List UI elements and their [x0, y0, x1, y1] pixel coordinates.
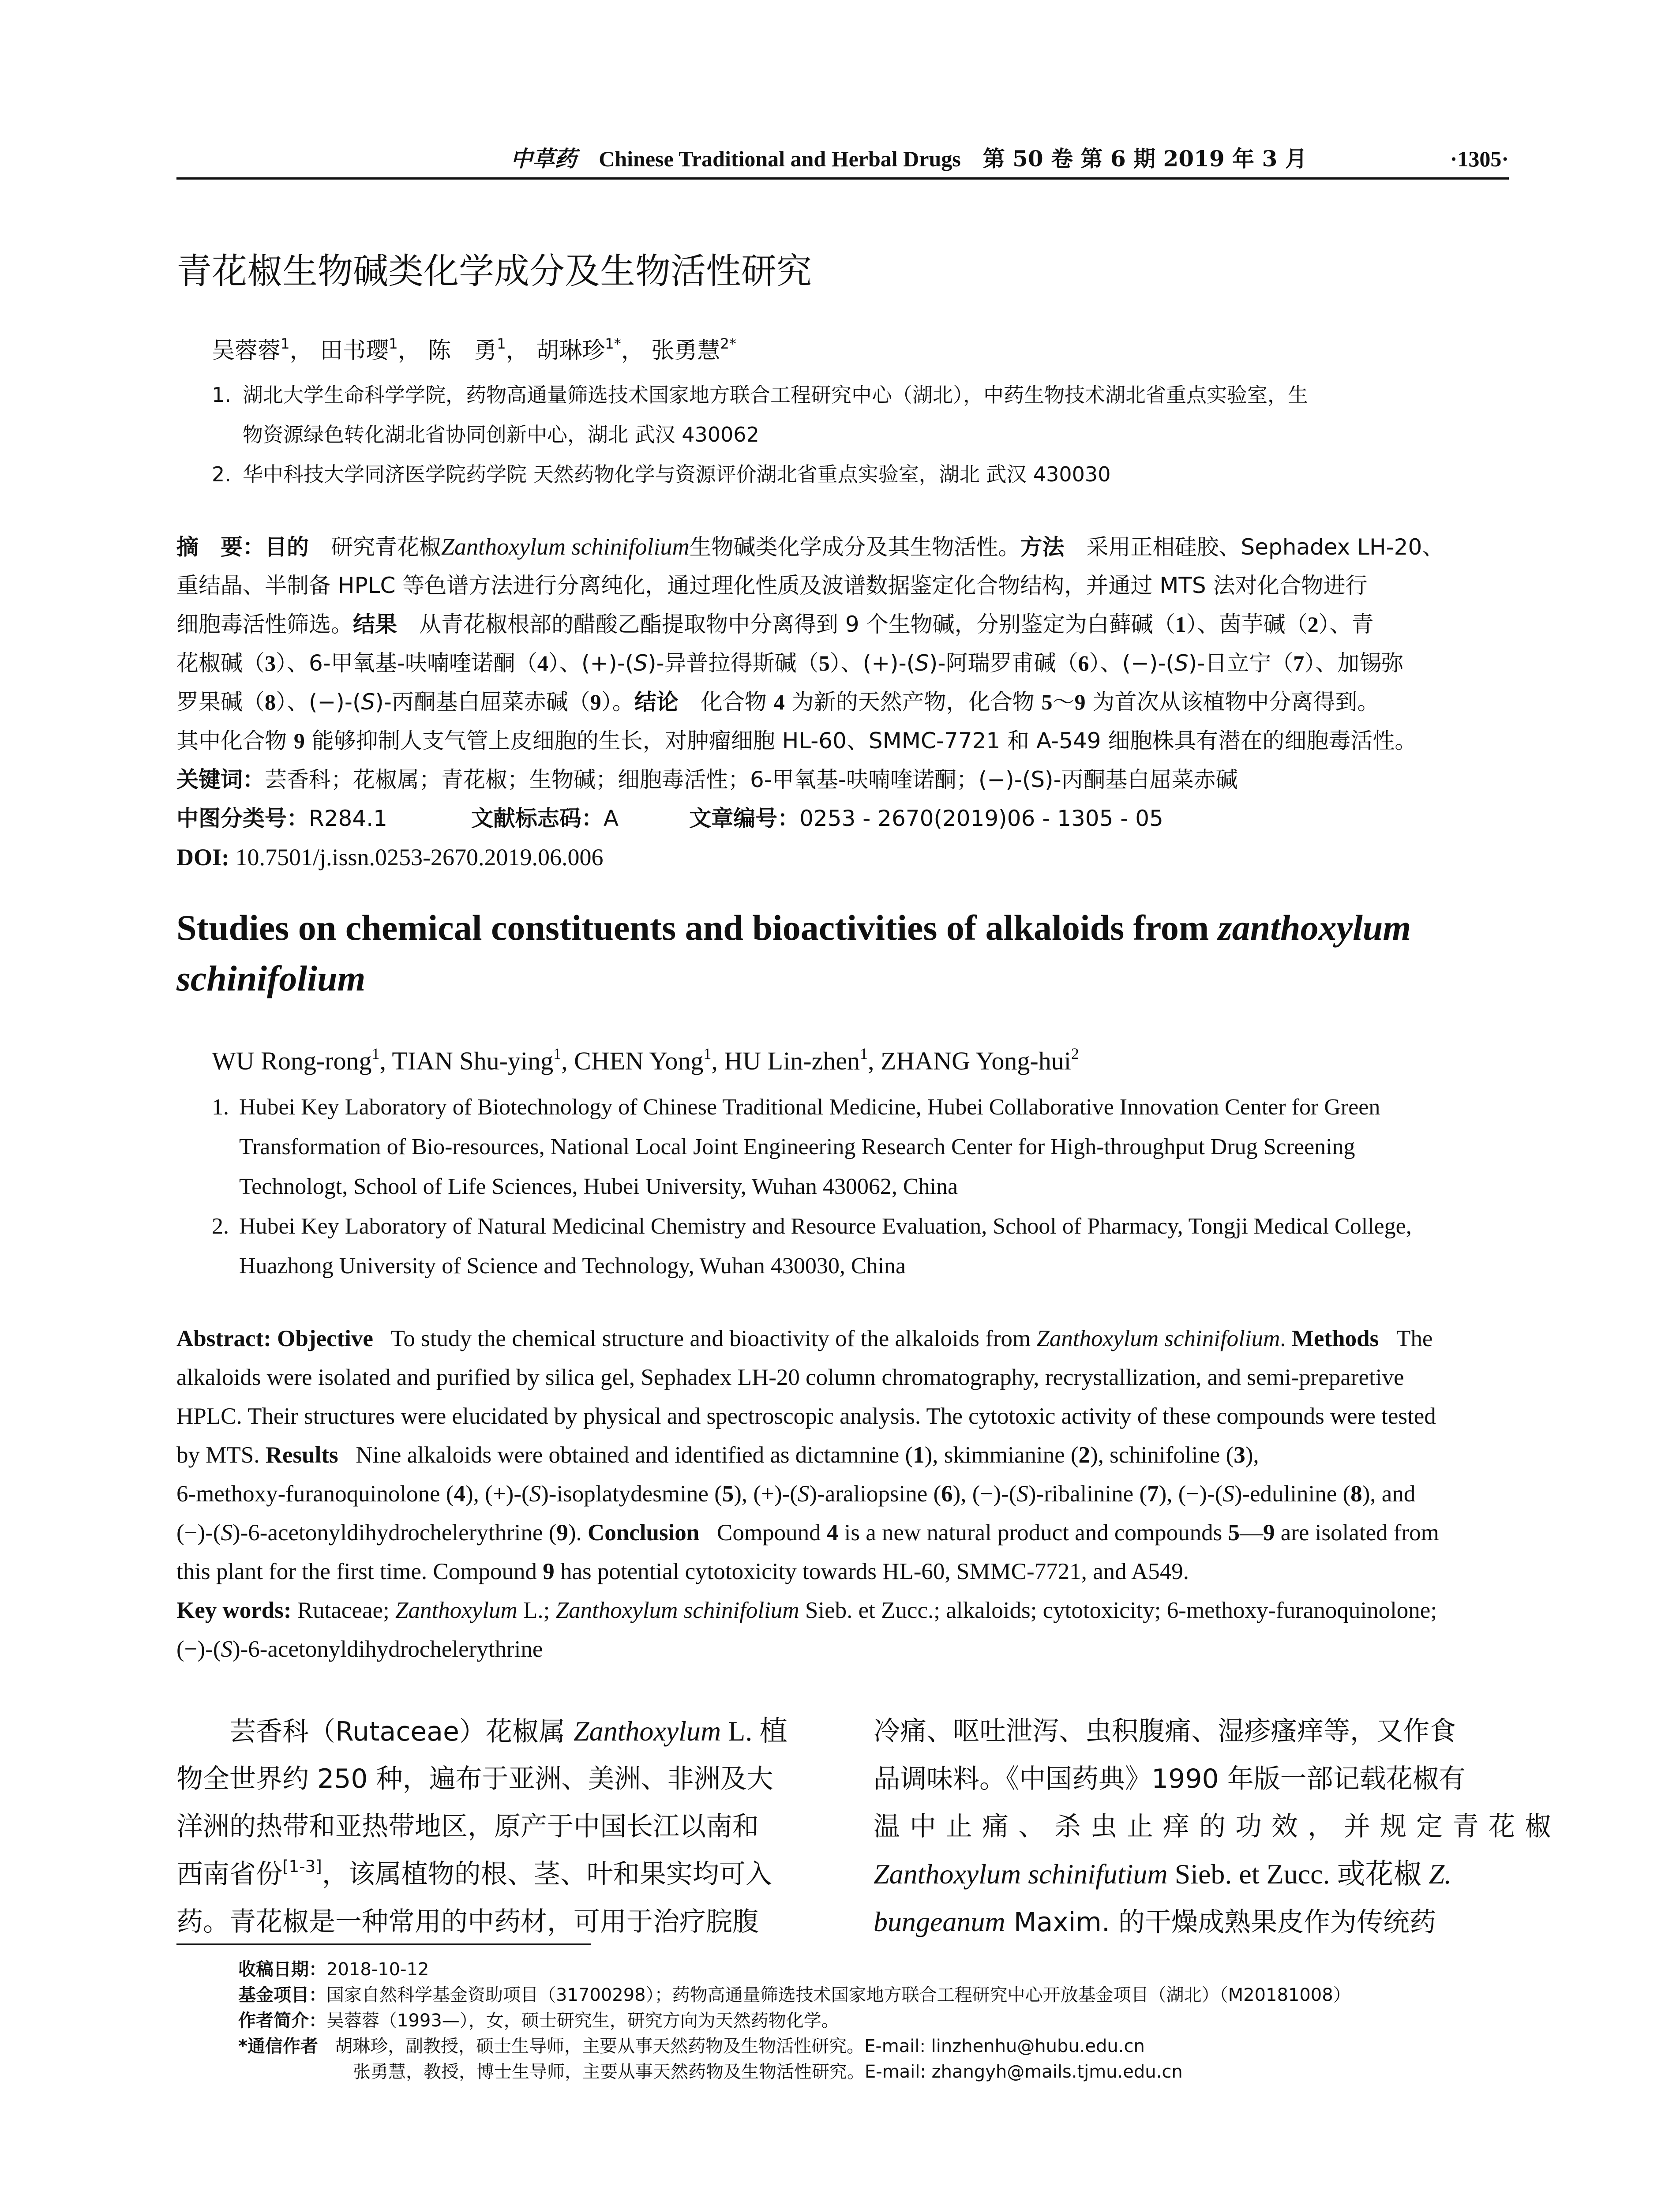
cn-author: 田书璎$^1$: [320, 335, 398, 364]
en-abstract-line: alkaloids were isolated and purified by silica gel, Sephadex LH-20 column chromatography, recrystallization, and semi-preparetive: [176, 1365, 1404, 1390]
en-author: ZHANG Yong-hui$^2$: [881, 1045, 1079, 1075]
en-keywords: Key words: Rutaceae; Zanthoxylum L.; Zanthoxylum schinifolium Sieb. et Zucc.; alkaloids; cytotoxicity; 6-methoxy-furanoquinolone;: [176, 1598, 1437, 1623]
en-affiliation-1: 1. Hubei Key Laboratory of Biotechnology of Chinese Traditional Medicine, Hubei Collaborative Innovation Center for Green Transformation of Bio-resources, National Local Joint Engineering Research Center for High-throughput Drug Screening Technologt, School of Life Sciences, Hubei University, Wuhan 430062, China: [212, 1095, 1380, 1199]
en-abstract-line: by MTS. Results Nine alkaloids were obtained and identified as dictamnine (1), skimmianine (2), schinifoline (3),: [176, 1442, 1259, 1468]
page-number: ·1305·: [1450, 146, 1509, 171]
en-abstract-line: 6-methoxy-furanoquinolone (4), (+)-(S)-isoplatydesmine (5), (+)-(S)-araliopsine (6), (−)-(S)-ribalinine (7), (−)-(S)-edulinine (8), and: [176, 1481, 1416, 1507]
en-author: TIAN Shu-ying$^1$: [392, 1045, 562, 1075]
footnote-author: 作者简介：吴蓉蓉（1993—），女，硕士研究生，研究方向为天然药物化学。: [238, 2011, 839, 2031]
cn-abstract-line: 摘 要：目的 研究青花椒Zanthoxylum schinifolium生物碱类化学成分及其生物活性。方法 采用正相硅胶、Sephadex LH-20、: [176, 533, 1444, 560]
journal-cn: 中草药: [510, 146, 577, 172]
body-line: 温中止痛、杀虫止痒的功效，并规定青花椒: [874, 1811, 1561, 1842]
cn-classification: 中图分类号：R284.1 文献标志码：A 文章编号：0253 - 2670(2019)06 - 1305 - 05: [176, 806, 1163, 831]
body-line: bungeanum Maxim. 的干燥成熟果皮作为传统药: [874, 1906, 1436, 1938]
paper-page: 中草药 Chinese Traditional and Herbal Drugs 第 50 卷 第 6 期 2019 年 3 月 ·1305· 青花椒生物碱类化学成分及生物活性研究 吴蓉蓉$^1$， 田书璎$^1$， 陈 勇$^1$， 胡琳珍$^{1*}$， 张勇慧$^{2*}$ 1. 湖北大学生命科学学院，药物高通量筛选技术国家地方联合工程研究中心（湖北），中药生物技术湖北省重点实验室，生 物资源绿色转化湖北省协同创新中心，湖北 武汉 430062 2. 华中科技大学同济医学院药学院 天然药物化学与资源评价湖北省重点实验室，湖北 武汉 430030 摘 要：目的 研究青花椒Zanthoxylum schinifolium生物碱类化学成分及其生物活性。方法 采用正相硅胶、Sephadex LH-20、 重结晶、半制备 HPLC 等色谱方法进行分离纯化，通过理化性质及波谱数据鉴定化合物结构，并通过 MTS 法对化合物进行 细胞毒活性筛选。结果 从青花椒根部的醋酸乙酯提取物中分离得到 9 个生物碱，分别鉴定为白藓碱（1）、茵芋碱（2）、青 花椒碱（3）、6-甲氧基-呋喃喹诺酮（4）、(+)-(S)-异普拉得斯碱（5）、(+)-(S)-阿瑞罗甫碱（6）、(−)-(S)-日立宁（7）、加锡弥 罗果碱（8）、(−)-(S)-丙酮基白屈菜赤碱（9）。结论 化合物 4 为新的天然产物，化合物 5～9 为首次从该植物中分离得到。 其中化合物 9 能够抑制人支气管上皮细胞的生长，对肿瘤细胞 HL-60、SMMC-7721 和 A-549 细胞株具有潜在的细胞毒活性。 关键词：芸香科；花椒属；青花椒；生物碱；细胞毒活性；6-甲氧基-呋喃喹诺酮；(−)-(S)-丙酮基白屈菜赤碱 中图分类号：R284.1 文献标志码：A 文章编号：0253 - 2670(2019)06 - 1305 - 05 DOI: 10.7501/j.issn.0253-2670.2019.06.006 Studies on chemical constituents and bioactivities of alkaloids from zanthoxylum schinifolium WU Rong-rong$^1$, TIAN Shu-ying$^1$, CHEN Yong$^1$, HU Lin-zhen$^1$, ZHANG Yong-hui$^2$ 1. Hubei Key Laboratory of Biotechnology of Chinese Traditional Medicine, Hubei Collaborative Innovation Center for Green Transformation of Bio-resources, National Local Joint Engineering Research Center for High-throughput Drug Screening Technologt, School of Life Sciences, Hubei University, Wuhan 430062, China 2. Hubei Key Laboratory of Natural Medicinal Chemistry and Resource Evaluation, School of Pharmacy, Tongji Medical College, Huazhong University of Science and Technology, Wuhan 430030, China Abstract: Objective To study the chemical structure and bioactivity of the alkaloids from Zanthoxylum schinifolium. Methods The alkaloids were isolated and purified by silica gel, Sephadex LH-20 column chromatography, recrystallization, and semi-preparetive HPLC. Their structures were elucidated by physical and spectroscopic analysis. The cytotoxic activity of these compounds were tested by MTS. Results Nine alkaloids were obtained and identified as dictamnine (1), skimmianine (2), schinifoline (3), 6-methoxy-furanoquinolone (4), (+)-(S)-isoplatydesmine (5), (+)-(S)-araliopsine (6), (−)-(S)-ribalinine (7), (−)-(S)-edulinine (8), and (−)-(S)-6-acetonyldihydrochelerythrine (9). Conclusion Compound 4 is a new natural product and compounds 5—9 are isolated from this plant for the first time. Compound 9 has potential cytotoxicity towards HL-60, SMMC-7721, and A549. Key words: Rutaceae; Zanthoxylum L.; Zanthoxylum schinifolium Sieb. et Zucc.; alkaloids; cytotoxicity; 6-methoxy-furanoquinolone; (−)-(S)-6-acetonyldihydrochelerythrine 芸香科（Rutaceae）花椒属 Zanthoxylum L. 植 物全世界约 250 种，遍布于亚洲、美洲、非洲及大 洋洲的热带和亚热带地区，原产于中国长江以南和 西南省份[1-3]，该属植物的根、茎、叶和果实均可入 药。青花椒是一种常用的中药材，可用于治疗脘腹 冷痛、呕吐泄泻、虫积腹痛、湿疹瘙痒等，又作食 品调味料。《中国药典》1990 年版一部记载花椒有 温中止痛、杀虫止痒的功效，并规定青花椒 Zanthoxylum schinifutium Sieb. et Zucc. 或花椒 Z. bungeanum Maxim. 的干燥成熟果皮作为传统药 收稿日期：2018-10-12 基金项目：国家自然科学基金资助项目（31700298）；药物高通量筛选技术国家地方联合工程研究中心开放基金项目（湖北）（M20181008） 作者简介：吴蓉蓉（1993—），女，硕士研究生，研究方向为天然药物化学。 *通信作者 胡琳珍，副教授，硕士生导师，主要从事天然药物及生物活性研究。E-mail: linzhenhu@hubu.edu.cn 张勇慧，教授，博士生导师，主要从事天然药物及生物活性研究。E-mail: zhangyh@mails.tjmu.edu.cn: [0, 0, 1680, 2206]
cn-author: 胡琳珍$^{1*}$: [536, 335, 621, 364]
en-author: CHEN Yong$^1$: [574, 1045, 712, 1075]
en-abstract-line: HPLC. Their structures were elucidated by physical and spectroscopic analysis. The cytotoxic activity of these compounds were tested: [176, 1403, 1436, 1429]
en-author: HU Lin-zhen$^1$: [724, 1045, 868, 1075]
en-abstract-line: this plant for the first time. Compound 9 has potential cytotoxicity towards HL-60, SMMC-7721, and A549.: [176, 1559, 1189, 1584]
en-abstract-line: Abstract: Objective To study the chemical structure and bioactivity of the alkaloids from Zanthoxylum schinifolium. Methods The: [176, 1326, 1433, 1351]
cn-author: 吴蓉蓉$^1$: [212, 335, 290, 364]
en-author: WU Rong-rong$^1$: [212, 1045, 380, 1075]
cn-abstract-line: 重结晶、半制备 HPLC 等色谱方法进行分离纯化，通过理化性质及波谱数据鉴定化合物结构，并通过 MTS 法对化合物进行: [176, 573, 1368, 598]
footnote-corresponding: *通信作者 胡琳珍，副教授，硕士生导师，主要从事天然药物及生物活性研究。E-mail: linzhenhu@hubu.edu.cn: [238, 2036, 1145, 2056]
cn-abstract-line: 花椒碱（3）、6-甲氧基-呋喃喹诺酮（4）、(+)-(S)-异普拉得斯碱（5）、(+)-(S)-阿瑞罗甫碱（6）、(−)-(S)-日立宁（7）、加锡弥: [176, 650, 1404, 676]
running-header: [176, 141, 1509, 176]
cn-abstract-line: 细胞毒活性筛选。结果 从青花椒根部的醋酸乙酯提取物中分离得到 9 个生物碱，分别鉴定为白藓碱（1）、茵芋碱（2）、青: [176, 612, 1374, 637]
body-line: 品调味料。《中国药典》1990 年版一部记载花椒有: [874, 1763, 1466, 1794]
body-column-right: [874, 1707, 1561, 1946]
body-line: Zanthoxylum schinifutium Sieb. et Zucc. 或花椒 Z.: [874, 1858, 1452, 1890]
body-line: 洋洲的热带和亚热带地区，原产于中国长江以南和: [176, 1811, 759, 1842]
footnote-corresponding-2: 张勇慧，教授，博士生导师，主要从事天然药物及生物活性研究。E-mail: zhangyh@mails.tjmu.edu.cn: [353, 2062, 1183, 2082]
body-line: 冷痛、呕吐泄泻、虫积腹痛、湿疹瘙痒等，又作食: [874, 1716, 1456, 1747]
header-journal: [441, 141, 1376, 176]
cn-author: 张勇慧$^{2*}$: [651, 335, 737, 364]
en-abstract: [176, 1319, 1509, 1669]
body-line: 芸香科（Rutaceae）花椒属 Zanthoxylum L. 植: [229, 1715, 788, 1747]
cn-doi: DOI: 10.7501/j.issn.0253-2670.2019.06.006: [176, 844, 604, 870]
cn-abstract: [176, 527, 1509, 877]
footnote-rule: [176, 1943, 591, 1945]
en-authors: WU Rong-rong$^1$, TIAN Shu-ying$^1$, CHEN Yong$^1$, HU Lin-zhen$^1$, ZHANG Yong-hui$^2$: [212, 1045, 1079, 1075]
footnote-received: 收稿日期：2018-10-12: [238, 1959, 429, 1980]
journal-issue: 第 50 卷 第 6 期 2019 年 3 月: [982, 146, 1307, 172]
cn-abstract-line: 其中化合物 9 能够抑制人支气管上皮细胞的生长，对肿瘤细胞 HL-60、SMMC-7721 和 A-549 细胞株具有潜在的细胞毒活性。: [176, 728, 1417, 754]
body-line: 药。青花椒是一种常用的中药材，可用于治疗脘腹: [176, 1906, 759, 1937]
footnote-fund: 基金项目：国家自然科学基金资助项目（31700298）；药物高通量筛选技术国家地方联合工程研究中心开放基金项目（湖北）（M20181008）: [238, 1985, 1351, 2005]
cn-title: 青花椒生物碱类化学成分及生物活性研究: [176, 251, 812, 292]
body-line: 物全世界约 250 种，遍布于亚洲、美洲、非洲及大: [176, 1763, 773, 1794]
body-line: 西南省份[1-3]，该属植物的根、茎、叶和果实均可入: [176, 1857, 772, 1890]
cn-author: 陈 勇$^1$: [428, 335, 506, 364]
journal-en: Chinese Traditional and Herbal Drugs: [599, 146, 961, 171]
cn-keywords: 关键词：芸香科；花椒属；青花椒；生物碱；细胞毒活性；6-甲氧基-呋喃喹诺酮；(−)-(S)-丙酮基白屈菜赤碱: [176, 767, 1238, 792]
en-title: Studies on chemical constituents and bioactivities of alkaloids from zanthoxylum schinifolium: [176, 908, 1411, 998]
en-abstract-line: (−)-(S)-6-acetonyldihydrochelerythrine (9). Conclusion Compound 4 is a new natural product and compounds 5—9 are isolated from: [176, 1520, 1439, 1546]
cn-authors: 吴蓉蓉$^1$， 田书璎$^1$， 陈 勇$^1$， 胡琳珍$^{1*}$， 张勇慧$^{2*}$: [212, 335, 737, 364]
cn-abstract-line: 罗果碱（8）、(−)-(S)-丙酮基白屈菜赤碱（9）。结论 化合物 4 为新的天然产物，化合物 5～9 为首次从该植物中分离得到。: [176, 689, 1380, 715]
cn-affiliation-1: 1. 湖北大学生命科学学院，药物高通量筛选技术国家地方联合工程研究中心（湖北），中药生物技术湖北省重点实验室，生 物资源绿色转化湖北省协同创新中心，湖北 武汉 430062: [212, 383, 1308, 446]
en-keywords-line-2: (−)-(S)-6-acetonyldihydrochelerythrine: [176, 1636, 543, 1662]
en-affiliation-2: 2. Hubei Key Laboratory of Natural Medicinal Chemistry and Resource Evaluation, School of Pharmacy, Tongji Medical College, Huazhong University of Science and Technology, Wuhan 430030, China: [212, 1214, 1412, 1279]
header-rule: [176, 177, 1509, 180]
body-column-left: [176, 1707, 821, 1946]
